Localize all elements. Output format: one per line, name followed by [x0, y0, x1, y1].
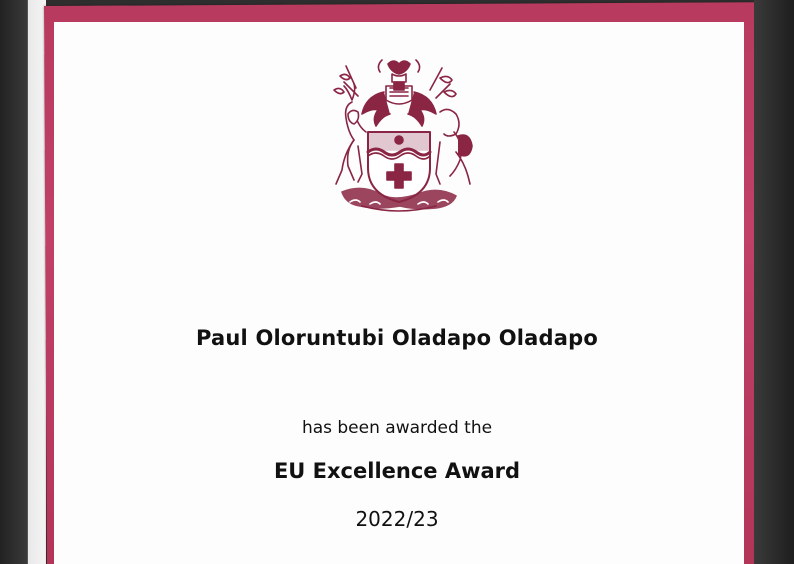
recipient-name: Paul Oloruntubi Oladapo Oladapo — [195, 326, 598, 350]
award-title: EU Excellence Award — [273, 459, 521, 483]
awarded-text: has been awarded the — [301, 418, 493, 438]
award-year: 2022/23 — [355, 507, 439, 531]
